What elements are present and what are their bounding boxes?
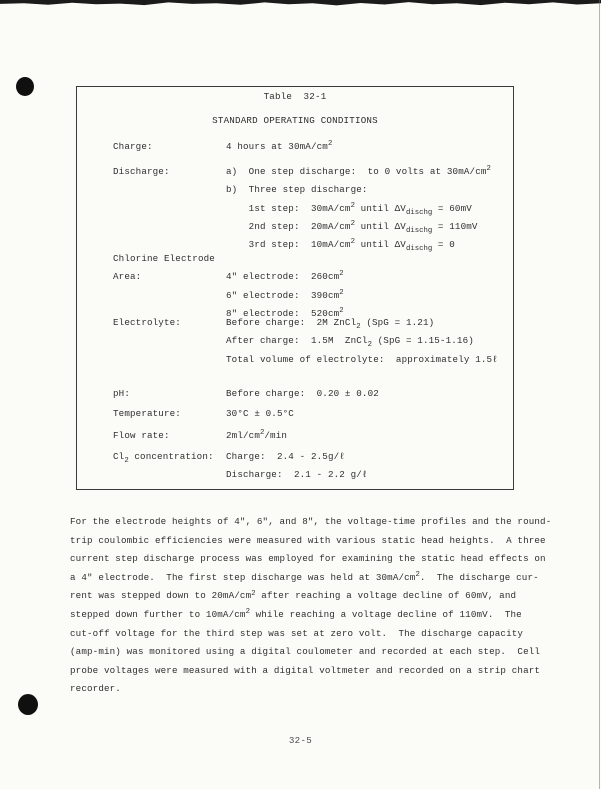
table-title: Table 32-1 bbox=[263, 91, 327, 102]
text-run: Electrolyte: bbox=[113, 316, 181, 328]
text-run: Discharge: bbox=[113, 165, 170, 177]
text-run: 6" electrode: 390cm bbox=[226, 289, 340, 301]
row-values bbox=[226, 250, 513, 323]
text-run: Temperature: bbox=[113, 407, 181, 419]
superscript: 2 bbox=[350, 220, 355, 229]
row-values bbox=[226, 138, 513, 156]
subscript: dischg bbox=[405, 245, 433, 254]
text-run: while reaching a voltage decline of 110mV. The bbox=[249, 608, 522, 620]
text-run: = 60mV bbox=[432, 202, 472, 214]
table-subtitle: STANDARD OPERATING CONDITIONS bbox=[212, 115, 378, 126]
text-run: For the electrode heights of 4", 6", and 8", the voltage-time profiles and the round- bbox=[70, 516, 552, 527]
scan-top-edge bbox=[0, 0, 601, 6]
superscript: 2 bbox=[339, 288, 344, 297]
text-run: until ΔV bbox=[355, 239, 406, 251]
row-label bbox=[113, 314, 226, 369]
text-line bbox=[113, 268, 226, 286]
text-run: 1st step: 30mA/cm bbox=[226, 202, 351, 214]
page-number: 32-5 bbox=[288, 735, 313, 746]
text-run: Chlorine Electrode bbox=[113, 252, 215, 264]
text-line bbox=[226, 287, 513, 305]
superscript: 2 bbox=[415, 570, 420, 579]
hole-punch-top-icon bbox=[16, 77, 34, 96]
text-run: 8" electrode: 520cm bbox=[226, 307, 340, 319]
table-row bbox=[113, 427, 513, 445]
text-run: Before charge: 0.20 ± 0.02 bbox=[226, 387, 379, 399]
text-line bbox=[226, 332, 513, 350]
subscript: 2 bbox=[356, 323, 361, 332]
text-run: Total volume of electrolyte: approximately 1.5ℓ bbox=[226, 353, 498, 365]
table-row bbox=[113, 314, 513, 369]
text-line bbox=[226, 250, 513, 268]
text-line bbox=[70, 587, 570, 606]
text-line bbox=[226, 218, 513, 236]
text-run: /min bbox=[264, 429, 288, 441]
text-line bbox=[226, 138, 513, 156]
text-line bbox=[113, 250, 226, 268]
subscript: dischg bbox=[405, 208, 433, 217]
text-run: b) Three step discharge: bbox=[226, 184, 368, 196]
text-line bbox=[70, 550, 570, 569]
superscript: 2 bbox=[259, 429, 265, 438]
superscript: 2 bbox=[339, 270, 344, 279]
scan-right-edge bbox=[599, 0, 600, 789]
row-values bbox=[226, 314, 513, 369]
text-run: probe voltages were measured with a digital voltmeter and recorded on a strip chart bbox=[70, 664, 541, 676]
text-line bbox=[226, 448, 513, 466]
operating-conditions-table bbox=[76, 86, 514, 490]
text-line bbox=[70, 680, 570, 699]
subscript: dischg bbox=[405, 227, 433, 236]
row-label bbox=[113, 138, 226, 156]
text-run: Cl bbox=[113, 450, 125, 462]
superscript: 2 bbox=[350, 201, 355, 210]
text-run: Discharge: 2.1 - 2.2 g/ℓ bbox=[226, 469, 368, 481]
text-run: 4" electrode: 260cm bbox=[226, 271, 340, 283]
superscript: 2 bbox=[327, 140, 333, 149]
subscript: 2 bbox=[367, 341, 372, 350]
row-values bbox=[226, 385, 513, 403]
row-values bbox=[226, 405, 513, 423]
text-run: pH: bbox=[113, 387, 130, 399]
text-run: 3rd step: 10mA/cm bbox=[226, 239, 351, 251]
text-run: recorder. bbox=[70, 683, 121, 695]
text-line bbox=[113, 163, 226, 181]
superscript: 2 bbox=[350, 238, 355, 247]
text-line bbox=[226, 314, 513, 332]
text-line bbox=[226, 351, 513, 369]
text-line bbox=[226, 181, 513, 199]
row-label bbox=[113, 405, 226, 423]
text-line bbox=[113, 385, 226, 403]
text-run: = 110mV bbox=[432, 220, 478, 232]
subscript: 2 bbox=[124, 457, 129, 466]
text-run: stepped down further to 10mA/cm bbox=[70, 608, 246, 620]
superscript: 2 bbox=[245, 608, 250, 617]
text-run: trip coulombic efficiencies were measured with various static head heights. A three bbox=[70, 534, 546, 546]
text-run: Flow rate: bbox=[113, 429, 170, 441]
row-values bbox=[226, 448, 513, 485]
text-run: Before charge: 2M ZnCl bbox=[226, 316, 357, 328]
table-row bbox=[113, 448, 513, 485]
text-line bbox=[226, 427, 513, 445]
text-run: until ΔV bbox=[355, 220, 406, 232]
row-values bbox=[226, 427, 513, 445]
text-line bbox=[226, 385, 513, 403]
table-row bbox=[113, 138, 513, 156]
text-line bbox=[226, 268, 513, 286]
superscript: 2 bbox=[339, 307, 344, 316]
text-run: Charge: bbox=[113, 141, 153, 152]
text-line bbox=[70, 606, 570, 625]
text-line bbox=[113, 138, 226, 156]
row-label bbox=[113, 163, 226, 254]
text-run: after reaching a voltage decline of 60mV, and bbox=[255, 590, 517, 602]
text-run: After charge: 1.5M ZnCl bbox=[226, 335, 368, 347]
text-run: Charge: 2.4 - 2.5g/ℓ bbox=[226, 450, 345, 462]
row-label bbox=[113, 448, 226, 485]
text-line bbox=[70, 643, 570, 662]
text-line bbox=[226, 466, 513, 484]
text-run: a 4" electrode. The first step discharge was held at 30mA/cm bbox=[70, 571, 416, 583]
text-run: rent was stepped down to 20mA/cm bbox=[70, 590, 252, 602]
text-run: concentration: bbox=[128, 450, 214, 462]
row-values bbox=[226, 163, 513, 254]
text-line bbox=[70, 625, 570, 644]
text-run: current step discharge process was employed for examining the static head effects on bbox=[70, 553, 546, 565]
text-run: cut-off voltage for the third step was set at zero volt. The discharge capacity bbox=[70, 627, 524, 639]
superscript: 2 bbox=[251, 589, 256, 598]
text-run: 2nd step: 20mA/cm bbox=[226, 220, 351, 232]
text-run: Area: bbox=[113, 271, 142, 283]
text-line bbox=[226, 200, 513, 218]
text-line bbox=[70, 662, 570, 681]
text-run: 4 hours at 30mA/cm bbox=[226, 141, 328, 152]
text-line bbox=[113, 405, 226, 423]
text-line bbox=[70, 532, 570, 551]
table-rows bbox=[77, 138, 513, 485]
text-line bbox=[226, 163, 513, 181]
table-row bbox=[113, 385, 513, 403]
superscript: 2 bbox=[486, 165, 491, 174]
text-line bbox=[113, 314, 226, 332]
table-row bbox=[113, 163, 513, 254]
table-row bbox=[113, 250, 513, 323]
text-run: . The discharge cur- bbox=[419, 571, 539, 583]
text-run: (SpG = 1.21) bbox=[360, 316, 435, 328]
row-label bbox=[113, 427, 226, 445]
text-run: a) One step discharge: to 0 volts at 30mA/cm bbox=[226, 165, 487, 177]
text-line bbox=[70, 569, 570, 588]
text-run: = 0 bbox=[432, 239, 455, 251]
row-label bbox=[113, 250, 226, 323]
table-row bbox=[113, 405, 513, 423]
text-run: (SpG = 1.15-1.16) bbox=[371, 335, 474, 347]
row-label bbox=[113, 385, 226, 403]
text-line bbox=[113, 448, 226, 466]
text-line bbox=[226, 405, 513, 423]
text-line bbox=[70, 513, 570, 532]
text-line bbox=[113, 427, 226, 445]
text-run: (amp-min) was monitored using a digital coulometer and recorded at each step. Cell bbox=[70, 646, 541, 658]
text-run: 2ml/cm bbox=[226, 429, 260, 441]
body-paragraph bbox=[70, 513, 570, 699]
text-run: until ΔV bbox=[355, 202, 406, 214]
text-run: 30°C ± 0.5°C bbox=[226, 407, 294, 419]
hole-punch-bottom-icon bbox=[18, 694, 38, 715]
